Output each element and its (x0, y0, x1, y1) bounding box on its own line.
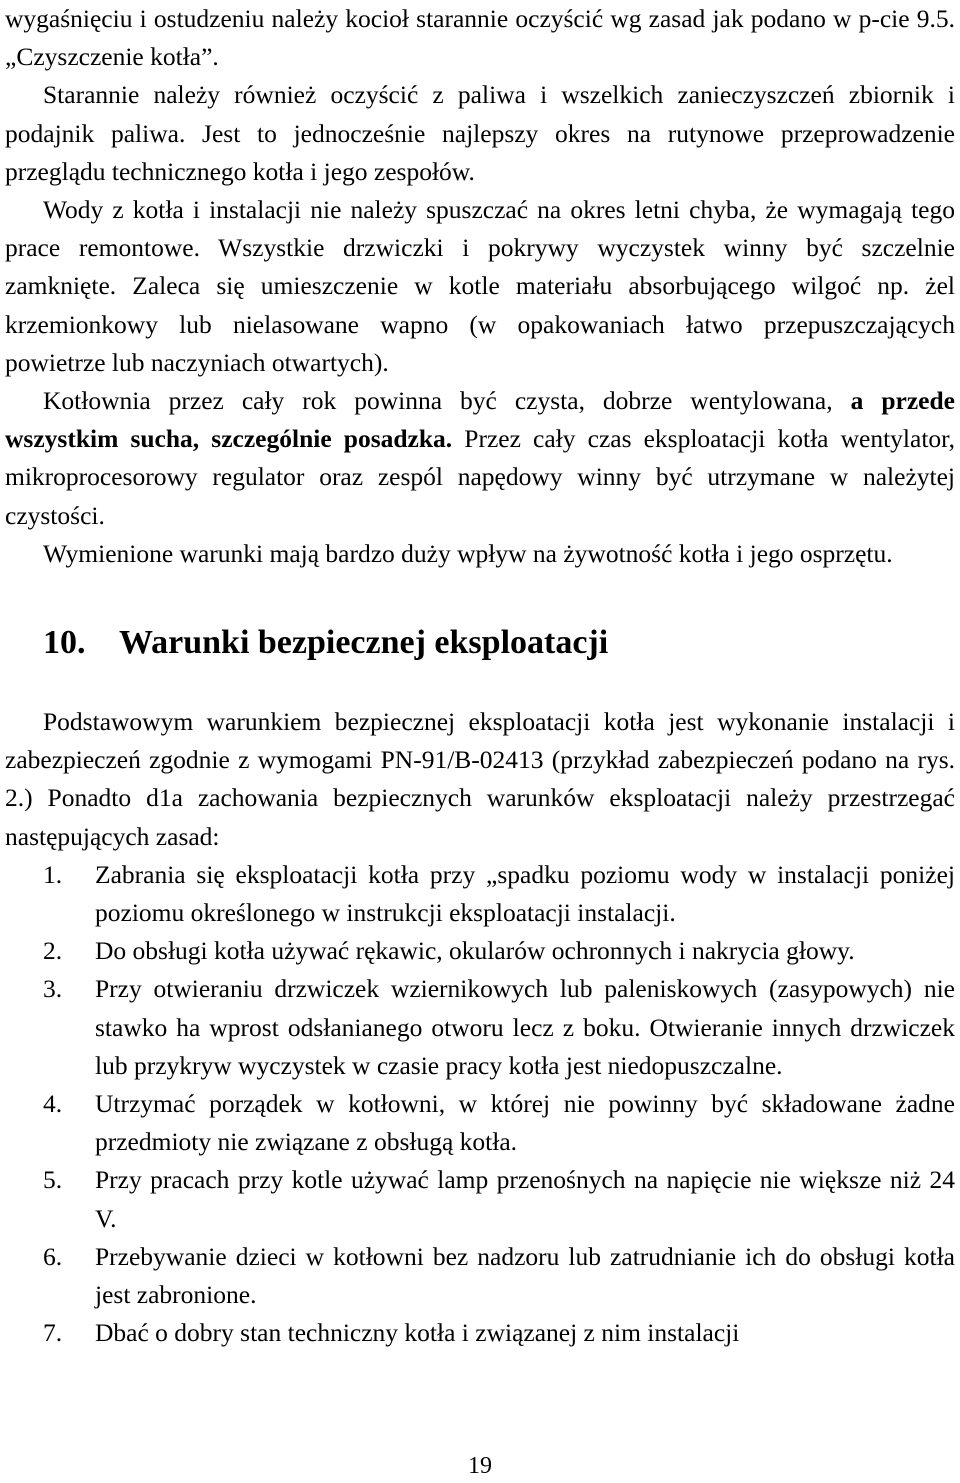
list-item (5, 1161, 955, 1237)
rules-list (5, 856, 955, 1353)
list-item-text: Przy pracach przy kotle używać lamp przenośnych na napięcie nie większe niż 24 V. (95, 1165, 955, 1233)
paragraph-cleaning: wygaśnięciu i ostudzeniu należy kocioł starannie oczyścić wg zasad jak podano w p-cie 9.5. „Czyszczenie kotła”. (5, 4, 955, 72)
paragraph-boiler-room (5, 382, 955, 535)
list-item-text: Przebywanie dzieci w kotłowni bez nadzoru lub zatrudnianie ich do obsługi kotła jest zabronione. (95, 1241, 955, 1310)
section-heading (5, 623, 955, 663)
list-item-text: Utrzymać porządek w kotłowni, w której nie powinny być składowane żadne przedmioty nie związane z obsługą kotła. (95, 1089, 955, 1157)
list-item (5, 1085, 955, 1161)
list-item-number: 2. (43, 936, 63, 966)
list-item (5, 970, 955, 1085)
paragraph-boiler-room-start: Kotłownia przez cały rok powinna być czysta, dobrze wentylowana, (43, 386, 851, 416)
paragraph-boiler-room-end: Przez cały czas eksploatacji kotła wentylator, mikroprocesorowy regulator oraz zespól napędowy winny być utrzymane w należytej czystości. (5, 424, 956, 530)
list-item-number: 6. (43, 1241, 63, 1271)
list-item-number: 7. (43, 1318, 63, 1348)
list-item-text: Dbać o dobry stan techniczny kotła i związanej z nim instalacji (95, 1318, 740, 1348)
list-item (5, 1238, 955, 1314)
list-item-number: 4. (43, 1089, 63, 1119)
list-item-text: Do obsługi kotła używać rękawic, okularów ochronnych i nakrycia głowy. (95, 936, 855, 966)
page-number: 19 (468, 1453, 492, 1479)
paragraph-conditions: Wymienione warunki mają bardzo duży wpływ na żywotność kotła i jego osprzętu. (43, 538, 893, 568)
list-item-number: 1. (43, 859, 63, 889)
list-item-text: Zabrania się eksploatacji kotła przy „spadku poziomu wody w instalacji poniżej poziomu określonego w instrukcji eksploatacji instalacji. (95, 859, 955, 928)
paragraph-water-storage: Wody z kotła i instalacji nie należy spuszczać na okres letni chyba, że wymagają tego prace remontowe. Wszystkie drzwiczki i pokrywy wyczystek winny być szczelnie zamknięte. Zaleca się umieszczenie w kotle materiału absorbującego wilgoć np. żel krzemionkowy lub nielasowane wapno (w opakowaniach łatwo przepuszczających powietrze lub naczyniach otwartych). (5, 195, 955, 377)
list-item-text: Przy otwieraniu drzwiczek wziernikowych lub paleniskowych (zasypowych) nie stawko ha wprost odsłanianego otworu lecz z boku. Otwieranie innych drzwiczek lub przykryw wyczystek w czasie pracy kotła jest niedopuszczalne. (95, 974, 955, 1080)
section-intro: Podstawowym warunkiem bezpiecznej eksploatacji kotła jest wykonanie instalacji i zabezpieczeń zgodnie z wymogami PN-91/B-02413 (przykład zabezpieczeń podano na rys. 2.) Ponadto d1a zachowania bezpiecznych warunków eksploatacji należy przestrzegać następujących zasad: (5, 707, 955, 851)
paragraph-fuel-tank: Starannie należy również oczyścić z paliwa i wszelkich zanieczyszczeń zbiornik i podajnik paliwa. Jest to jednocześnie najlepszy okres na rutynowe przeprowadzenie przeglądu technicznego kotła i jego zespołów. (5, 80, 955, 186)
list-item-number: 5. (43, 1165, 63, 1195)
section-title: Warunki bezpiecznej eksploatacji (119, 624, 609, 662)
list-item (5, 856, 955, 932)
paragraph-boiler-room-emphasis: a przede wszystkim sucha, szczególnie posadzka. (5, 386, 955, 454)
list-item (5, 932, 955, 970)
document-page (5, 0, 955, 1353)
list-item (5, 1314, 955, 1352)
list-item-number: 3. (43, 974, 63, 1004)
section-number: 10. (43, 624, 86, 662)
